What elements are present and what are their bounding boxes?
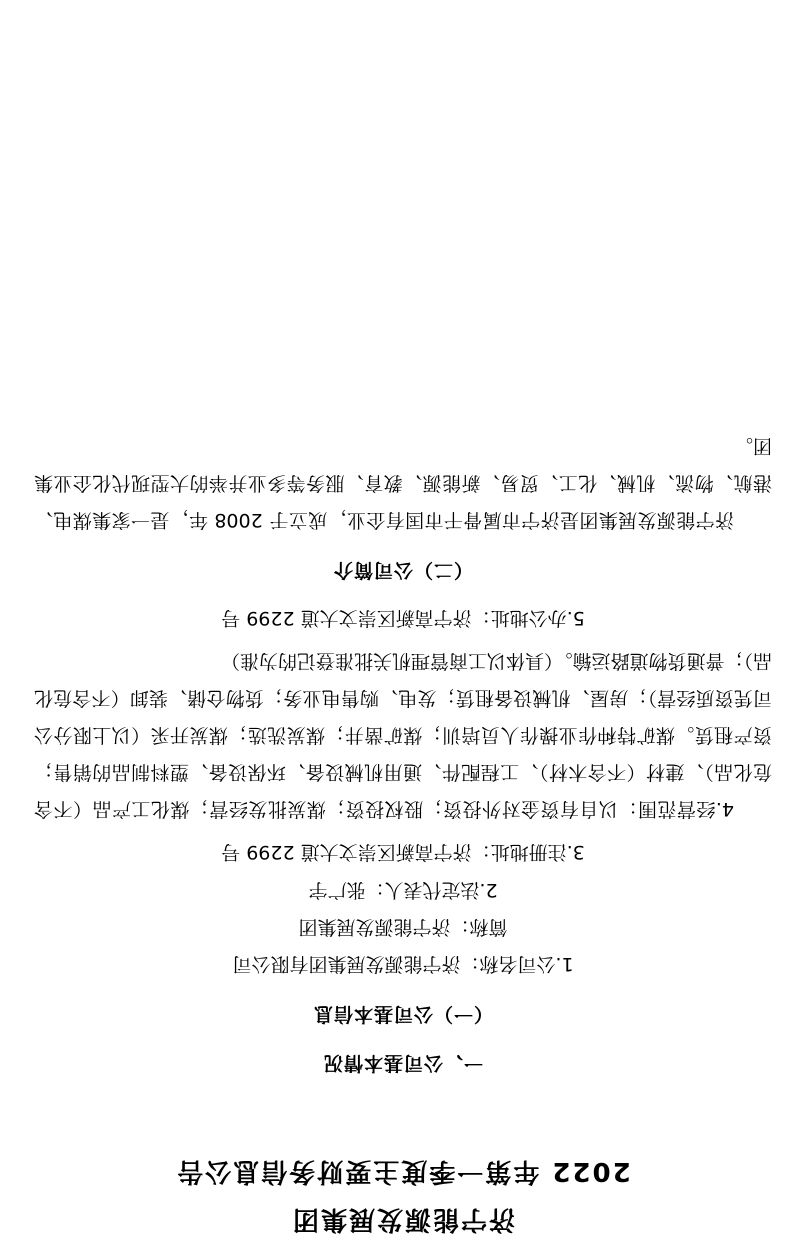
title-spacer xyxy=(34,1078,772,1152)
subsection-heading-company-profile: （二）公司简介 xyxy=(333,559,474,582)
section-heading-company-overview: 一、公司基本情况 xyxy=(323,1051,484,1074)
paragraph-legal-representative: 2.法定代表人：张广宇 xyxy=(308,878,498,901)
paragraph-office-address: 5.办公地址：济宁高新区崇文大道 2299 号 xyxy=(221,607,585,630)
document-title-line-2: 2022 年第一季度主要财务信息公告 xyxy=(175,1156,631,1187)
document-title-line-1: 济宁能源发展集团 xyxy=(291,1204,516,1234)
subsection-heading-basic-info: （一）公司基本信息 xyxy=(313,1002,494,1025)
paragraph-company-short-name: 简称：济宁能源发展集团 xyxy=(298,915,508,938)
paragraph-company-name: 1.公司名称：济宁能源发展集团有限公司 xyxy=(232,952,574,975)
paragraph-registered-address: 3.注册地址：济宁高新区崇文大道 2299 号 xyxy=(221,841,585,864)
paragraph-spacer-3 xyxy=(34,585,772,599)
document-title xyxy=(34,1152,772,1237)
paragraph-company-profile: 济宁能源发展集团是济宁市属骨干市国有企业，成立于 2008 年，是一家集煤电、港航、物流、机械、化工、贸易、新能源、教育、服务等多业并举的大型现代化企业集团。 xyxy=(34,435,772,532)
paragraph-business-scope: 4.经营范围：以自有资金对外投资；股权投资；煤炭批发经营；煤化工产品（不含危化品）、建材（不含木材）、工程配件、通用机械设备、环保设备、塑料制品的销售；资产租赁。煤矿特种作业操作人员培训；煤矿凿井；煤炭洗选；煤炭开采（以上限分公司凭资质经营）；房屋、机械设备租赁；发电、购售电业务；货物仓储、装卸（不含危化品）；普通货物道路运输。（具体以工商管理机关批准登记的为准） xyxy=(34,650,772,821)
